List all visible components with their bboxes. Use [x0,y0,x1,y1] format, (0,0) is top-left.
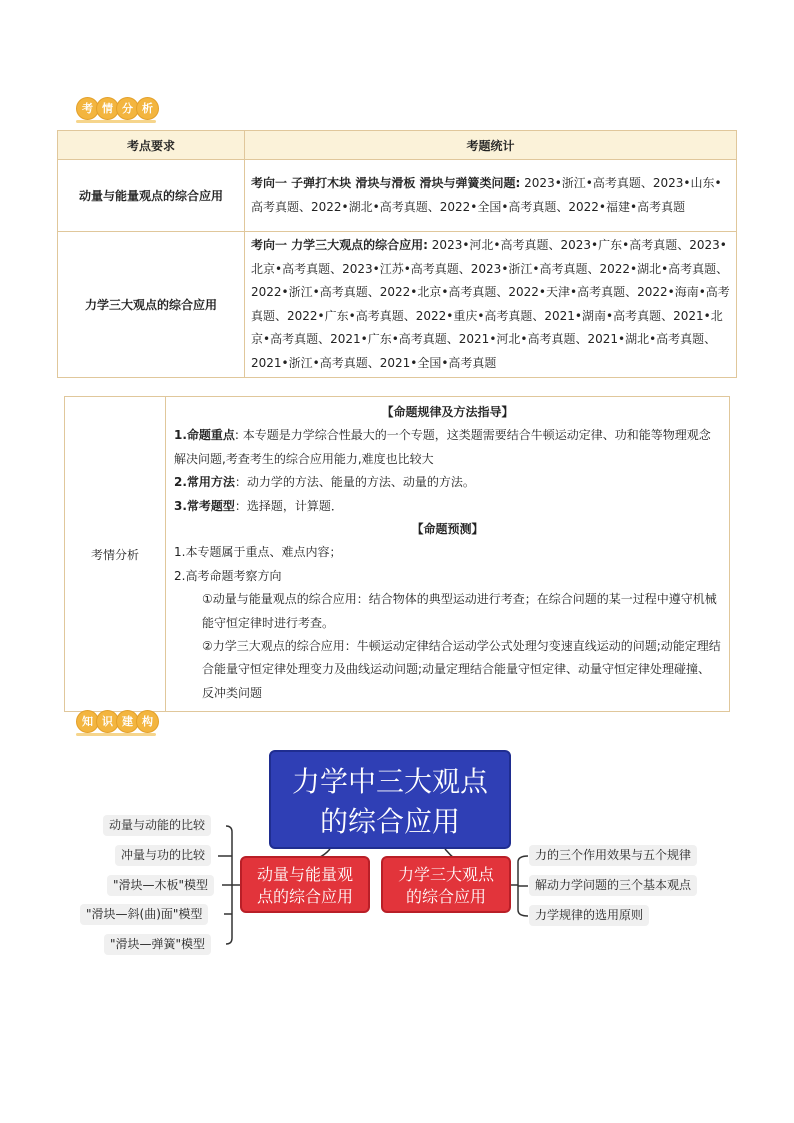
badge-char: 识 [96,710,119,733]
badge-char: 建 [116,710,139,733]
row-text: 2023•浙江•高考真题、2023•山东•高考真题、2022•湖北•高考真题、2022•全国•高考真题、2022•福建•高考真题 [251,176,722,214]
badge-char: 知 [76,710,99,733]
row-lead: 考向一 子弹打木块 滑块与滑板 滑块与弹簧类问题: [251,176,521,190]
guide-title: 【命题规律及方法指导】 [381,405,514,419]
mindmap-leaf-left: "滑块—斜(曲)面"模型 [80,904,208,925]
forecast-item-3: ①动量与能量观点的综合应用：结合物体的典型运动进行考查；在综合问题的某一过程中遵守机械能守恒定律时进行考查。 [202,592,717,630]
header-topic: 考点要求 [58,131,245,160]
point-text: : 本专题是力学综合性最大的一个专题，这类题需要结合牛顿运动定律、功和能等物理观念解决问题,考查考生的综合应用能力,难度也比较大 [174,428,711,466]
main-line-1: 力学中三大观点 [291,765,488,798]
mindmap-leaf-right: 力的三个作用效果与五个规律 [529,845,697,866]
mindmap-leaf-left: 冲量与功的比较 [115,845,211,866]
header-stats: 考题统计 [245,131,737,160]
badge-char: 情 [96,97,119,120]
mindmap-leaf-left: "滑块—木板"模型 [107,875,214,896]
forecast-item-4: ②力学三大观点的综合应用：牛顿运动定律结合运动学公式处理匀变速直线运动的问题;动能定理结合能量守恒定律处理变力及曲线运动问题;动量定理结合能量守恒定律、动量守恒定律处理碰撞、反冲类问题 [202,639,721,700]
mindmap-leaf-right: 解动力学问题的三个基本观点 [529,875,697,896]
right-node-line-2: 的综合应用 [405,887,486,906]
mindmap-leaf-left: 动量与动能的比较 [103,815,211,836]
left-node-line-2: 点的综合应用 [256,887,353,906]
right-node-line-1: 力学三大观点 [397,865,494,884]
mindmap-main-node [269,750,511,849]
point-lead: 2.常用方法 [174,475,235,490]
mindmap-right-node [381,856,511,913]
forecast-title: 【命题预测】 [411,522,484,537]
forecast-item-2: 2.高考命题考察方向 [174,568,282,583]
mindmap-left-node [240,856,370,913]
badge-char: 考 [76,97,99,120]
left-node-line-1: 动量与能量观 [256,865,353,884]
mindmap-leaf-right: 力学规律的选用原则 [529,905,649,926]
row-topic: 力学三大观点的综合应用 [58,232,245,378]
analysis-label: 考情分析 [65,397,166,712]
forecast-item-1: 1.本专题属于重点、难点内容； [174,545,342,560]
row-lead: 考向一 力学三大观点的综合应用: [251,238,428,252]
point-text: ：选择题，计算题． [234,498,343,513]
main-line-2: 的综合应用 [319,805,460,838]
point-lead: 3.常考题型 [174,498,235,513]
row-topic: 动量与能量观点的综合应用 [58,160,245,232]
point-text: ：动力学的方法、能量的方法、动量的方法。 [234,475,475,490]
row-text: 2023•河北•高考真题、2023•广东•高考真题、2023•北京•高考真题、2023•江苏•高考真题、2023•浙江•高考真题、2022•湖北•高考真题、2022•浙江•高考真题、2022•北京•高考真题、2022•天津•高考真题、2022•海南•高考真题、2022•广东•高考真题、2022•重庆•高考真题、2021•湖南•高考真题、2021•北京•高考真题、2021•广东•高考真题、2021•河北•高考真题、2021•湖北•高考真题、2021•浙江•高考真题、2021•全国•高考真题 [251,238,730,370]
badge-char: 分 [116,97,139,120]
badge-char: 构 [136,710,159,733]
mindmap-leaf-left: "滑块—弹簧"模型 [104,934,211,955]
badge-char: 析 [136,97,159,120]
point-lead: 1.命题重点 [174,428,235,443]
